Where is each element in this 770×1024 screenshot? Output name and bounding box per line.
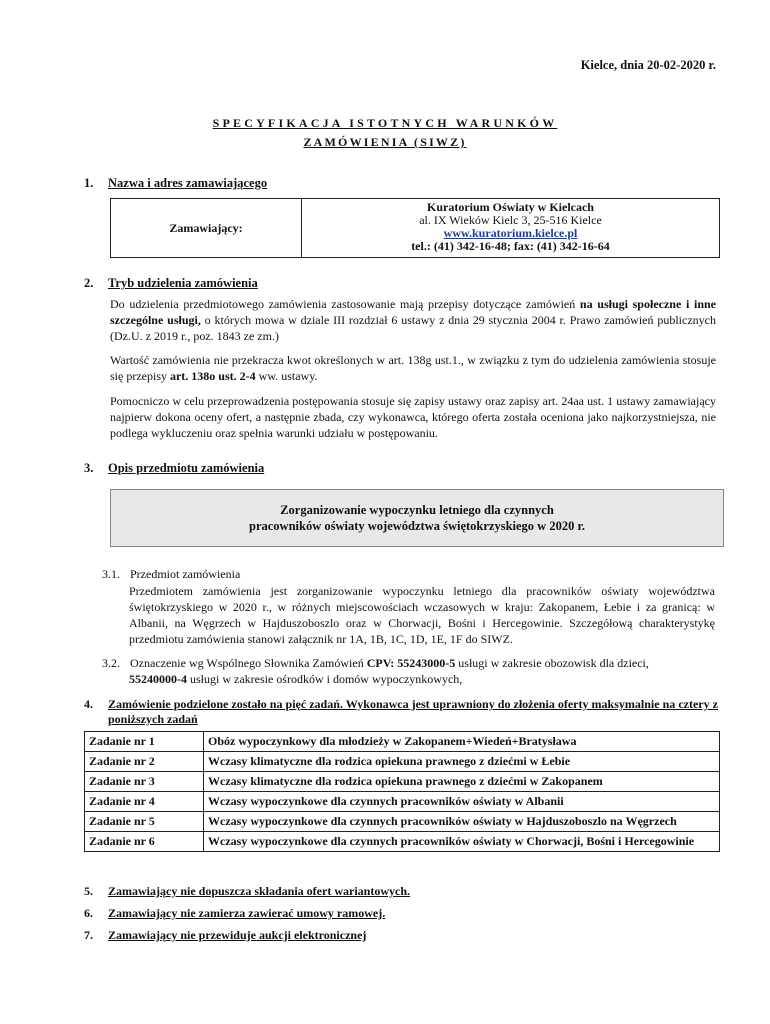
document-title <box>0 116 770 150</box>
procedure-paragraph-1: Do udzielenia przedmiotowego zamówienia zastosowanie mają przepisy dotyczące zamówień na usługi społeczne i inne szczególne usługi, o których mowa w dziale III rozdział 6 ustawy z dnia 29 stycznia 2004 r. Prawo zamówień publicznych (Dz.U. z 2019 r., poz. 1843 ze zm.) <box>110 297 716 343</box>
item-5: 5. Zamawiający nie dopuszcza składania ofert wariantowych. <box>84 884 410 898</box>
table-row <box>85 752 720 772</box>
subsection-3-2-continued: 55240000-4 usługi w zakresie ośrodków i domów wypoczynkowych, <box>129 672 463 686</box>
task-label: Zadanie nr 2 <box>85 752 204 772</box>
table-row <box>85 792 720 812</box>
task-description: Wczasy wypoczynkowe dla czynnych pracowników oświaty w Hajduszoboszlo na Węgrzech <box>204 812 720 832</box>
contracting-authority-table <box>110 198 720 258</box>
item-6: 6. Zamawiający nie zamierza zawierać umowy ramowej. <box>84 906 386 920</box>
section-2-heading: 2. Tryb udzielenia zamówienia <box>84 276 258 290</box>
subsection-3-2: 3.2. Oznaczenie wg Wspólnego Słownika Zamówień CPV: 55243000-5 usługi w zakresie obozowisk dla dzieci, <box>102 656 649 670</box>
task-label: Zadanie nr 1 <box>85 732 204 752</box>
tasks-table <box>84 731 720 852</box>
document-date: Kielce, dnia 20-02-2020 r. <box>580 58 716 72</box>
authority-address: al. IX Wieków Kielc 3, 25-516 Kielce <box>419 213 602 227</box>
task-description: Wczasy wypoczynkowe dla czynnych pracowników oświaty w Chorwacji, Bośni i Hercegowinie <box>204 832 720 852</box>
task-label: Zadanie nr 3 <box>85 772 204 792</box>
subject-summary-box <box>110 489 724 547</box>
item-7: 7. Zamawiający nie przewiduje aukcji elektronicznej <box>84 928 367 942</box>
subsection-3-1-text: Przedmiotem zamówienia jest zorganizowanie wypoczynku letniego dla pracowników oświaty województwa świętokrzyskiego w 2020 r., w różnych miejscowościach wczasowych w kraju: Zakopanem, Łebie i za granicą: w Albanii, na Węgrzech w Hajduszoboszlo oraz w Chorwacji, Bośni i Hercegowinie. Szczegółową charakterystykę przedmiotu zamówienia stanowi załącznik nr 1A, 1B, 1C, 1D, 1E, 1F do SIWZ. <box>129 584 715 646</box>
task-label: Zadanie nr 6 <box>85 832 204 852</box>
table-row <box>85 812 720 832</box>
authority-phone: tel.: (41) 342-16-48; fax: (41) 342-16-64 <box>411 239 610 253</box>
title-line-1: SPECYFIKACJA ISTOTNYCH WARUNKÓW <box>212 116 558 130</box>
table-row <box>85 732 720 752</box>
task-label: Zadanie nr 4 <box>85 792 204 812</box>
task-description: Wczasy klimatyczne dla rodzica opiekuna prawnego z dziećmi w Zakopanem <box>204 772 720 792</box>
task-description: Wczasy wypoczynkowe dla czynnych pracowników oświaty w Albanii <box>204 792 720 812</box>
task-description: Wczasy klimatyczne dla rodzica opiekuna prawnego z dziećmi w Łebie <box>204 752 720 772</box>
procedure-paragraph-3: Pomocniczo w celu przeprowadzenia postępowania stosuje się zapisy ustawy oraz zapisy art. 24aa ust. 1 ustawy zamawiający najpierw dokona oceny ofert, a następnie zbada, czy wykonawca, którego oferta została oceniona jako najkorzystniejsza, nie podlega wykluczeniu oraz spełnia warunki udziału w postępowaniu. <box>110 394 716 440</box>
procedure-paragraph-2: Wartość zamówienia nie przekracza kwot określonych w art. 138g ust.1., w związku z tym do udzielenia zamówienia stosuje się przepisy art. 138o ust. 2-4 ww. ustawy. <box>110 353 716 383</box>
subject-summary-line-2: pracowników oświaty województwa świętokrzyskiego w 2020 r. <box>249 519 585 533</box>
authority-details <box>302 199 719 257</box>
authority-label: Zamawiający: <box>111 199 302 257</box>
subsection-3-1-heading: 3.1. Przedmiot zamówienia <box>102 567 241 581</box>
section-4-heading: 4. Zamówienie podzielone zostało na pięć zadań. Wykonawca jest uprawniony do złożenia oferty maksymalnie na cztery z poniższych zadań <box>84 697 718 726</box>
table-row <box>85 832 720 852</box>
authority-website-link[interactable]: www.kuratorium.kielce.pl <box>443 226 578 240</box>
table-row <box>85 772 720 792</box>
task-description: Obóz wypoczynkowy dla młodzieży w Zakopanem+Wiedeń+Bratysława <box>204 732 720 752</box>
task-label: Zadanie nr 5 <box>85 812 204 832</box>
section-1-heading: 1. Nazwa i adres zamawiającego <box>84 176 268 190</box>
title-line-2: ZAMÓWIENIA (SIWZ) <box>303 135 467 149</box>
section-3-heading: 3. Opis przedmiotu zamówienia <box>84 461 265 475</box>
authority-name: Kuratorium Oświaty w Kielcach <box>427 200 594 214</box>
subject-summary-line-1: Zorganizowanie wypoczynku letniego dla czynnych <box>280 503 554 517</box>
